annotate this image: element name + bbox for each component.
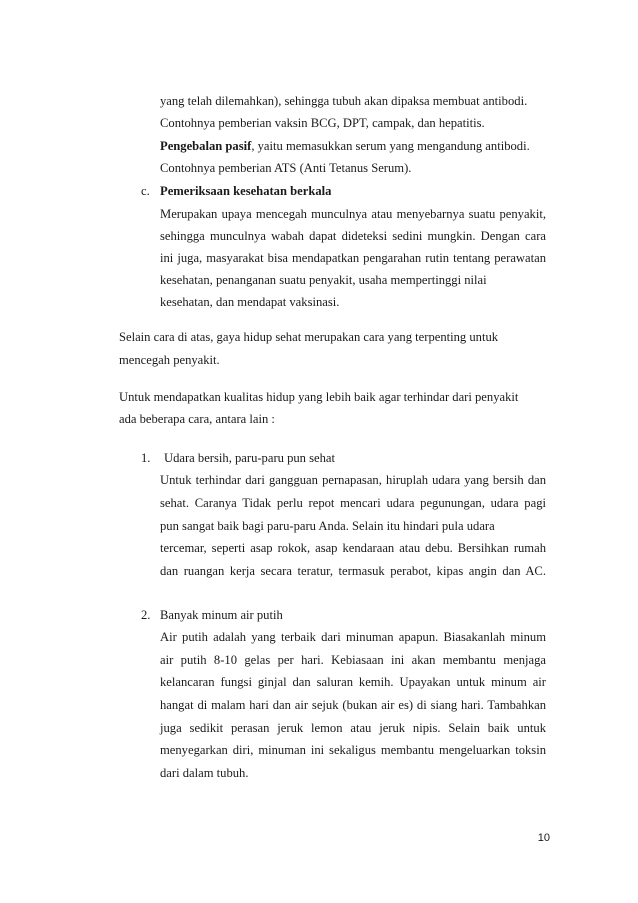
body-text-line: juga sedikit perasan jeruk lemon atau jeruk nipis. Selain baik untuk <box>160 721 546 735</box>
body-text-line: sehingga munculnya wabah dapat dideteksi sedini mungkin. Dengan cara <box>160 229 546 243</box>
body-text-line: ada beberapa cara, antara lain : <box>119 412 275 426</box>
list-marker: 2. <box>141 608 151 622</box>
list-item-heading: Udara bersih, paru-paru pun sehat <box>164 451 335 465</box>
body-text-line: sehat. Caranya Tidak perlu repot mencari udara pegunungan, udara pagi <box>160 496 546 510</box>
body-text-line: Contohnya pemberian ATS (Anti Tetanus Serum). <box>160 161 412 175</box>
body-text-line: dari dalam tubuh. <box>160 766 249 780</box>
body-text-line: Air putih adalah yang terbaik dari minuman apapun. Biasakanlah minum <box>160 630 546 644</box>
body-text-line: hangat di malam hari dan air sejuk (bukan air es) di siang hari. Tambahkan <box>160 698 546 712</box>
list-item-heading: Banyak minum air putih <box>160 608 283 622</box>
body-text-line: Selain cara di atas, gaya hidup sehat merupakan cara yang terpenting untuk <box>119 330 499 344</box>
body-text-line: ini juga, masyarakat bisa mendapatkan pengarahan rutin tentang perawatan <box>160 251 546 265</box>
list-marker: 1. <box>141 451 151 465</box>
body-text-line: yang telah dilemahkan), sehingga tubuh akan dipaksa membuat antibodi. <box>160 94 528 108</box>
section-heading: Pemeriksaan kesehatan berkala <box>160 184 332 198</box>
passive-immunity-definition: , yaitu memasukkan serum yang mengandung antibodi. <box>251 139 530 153</box>
body-text-line: air putih 8-10 gelas per hari. Kebiasaan ini akan membantu menjaga <box>160 653 546 667</box>
passive-immunity-line <box>160 138 530 154</box>
body-text-line: Untuk mendapatkan kualitas hidup yang lebih baik agar terhindar dari penyakit <box>119 390 519 404</box>
page-number: 10 <box>537 832 550 844</box>
body-text-line: mencegah penyakit. <box>119 353 220 367</box>
body-text-line: kesehatan, dan mendapat vaksinasi. <box>160 295 340 309</box>
list-marker: c. <box>141 184 150 198</box>
body-text-line: dan ruangan kerja secara teratur, termasuk perabot, kipas angin dan AC. <box>160 564 546 578</box>
body-text-line: Contohnya pemberian vaksin BCG, DPT, campak, dan hepatitis. <box>160 116 485 130</box>
body-text-line: Merupakan upaya mencegah munculnya atau menyebarnya suatu penyakit, <box>160 207 546 221</box>
body-text-line: menyegarkan diri, minuman ini sekaligus membantu mengeluarkan toksin <box>160 743 546 757</box>
passive-immunity-term: Pengebalan pasif <box>160 139 252 153</box>
body-text-line: kesehatan, penanganan suatu penyakit, usaha mempertinggi nilai <box>160 273 487 287</box>
body-text-line: pun sangat baik bagi paru-paru Anda. Selain itu hindari pula udara <box>160 519 495 533</box>
body-text-line: Untuk terhindar dari gangguan pernapasan, hiruplah udara yang bersih dan <box>160 473 546 487</box>
body-text-line: tercemar, seperti asap rokok, asap kendaraan atau debu. Bersihkan rumah <box>160 541 546 555</box>
body-text-line: kelancaran fungsi ginjal dan saluran kemih. Upayakan untuk minum air <box>160 675 546 689</box>
